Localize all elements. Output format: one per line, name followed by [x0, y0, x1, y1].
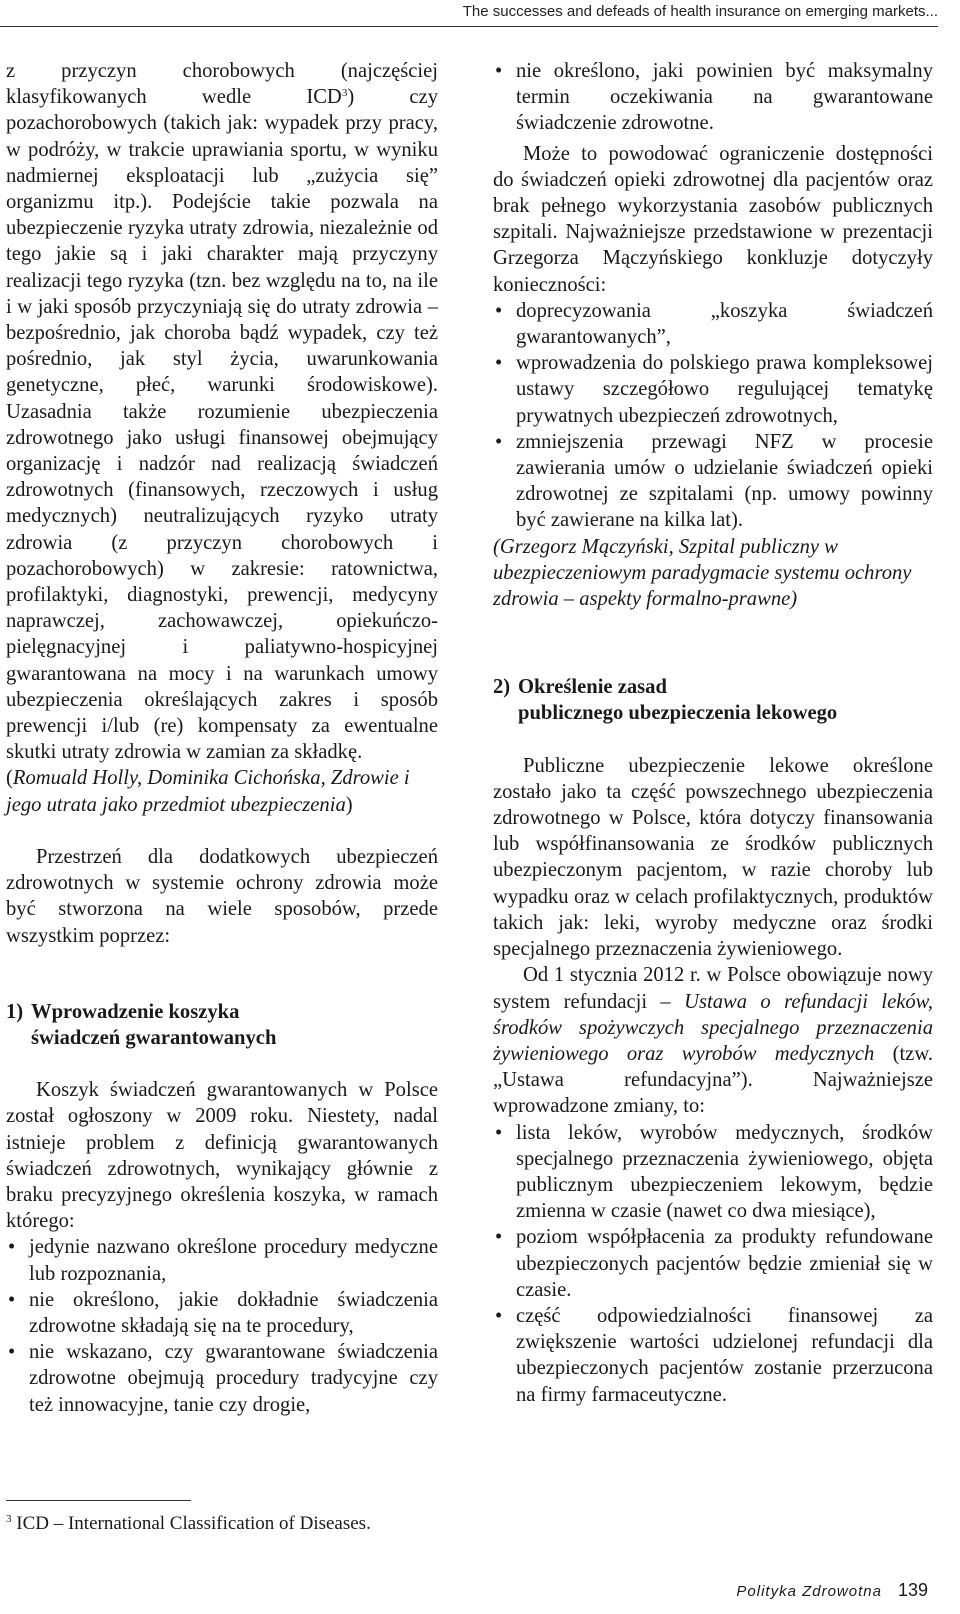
- running-header: The successes and defeads of health insurance on emerging markets...: [462, 3, 938, 20]
- paragraph-text: (tzw. „Ustawa refundacyjna”). Najważniejsze wprowadzone zmiany, to:: [493, 1042, 933, 1118]
- page-footer: [736, 1580, 928, 1601]
- footnote: [6, 1512, 371, 1536]
- bullet-list: [493, 1120, 933, 1408]
- list-item: • jedynie nazwano określone procedury medyczne lub rozpoznania,: [6, 1234, 438, 1286]
- footnote-ref: 3: [341, 87, 348, 100]
- paragraph: [493, 962, 933, 1119]
- footnote-mark: 3: [6, 1513, 12, 1525]
- paragraph-text: Od 1 stycznia 2012 r. w Polsce obowiązuje nowy system refundacji –: [493, 964, 933, 1013]
- citation: [6, 765, 438, 817]
- heading-line: Określenie zasad: [518, 676, 667, 699]
- citation-text: (Grzegorz Mączyński, Szpital publiczny w ubezpieczeniowym paradygmacie systemu ochrony zdrowia – aspekty formalno-prawne): [493, 535, 912, 611]
- paragraph-text: ) czy pozachorobowych (takich jak: wypadek przy pracy, w podróży, w trakcie uprawiania sportu, w wyniku nadmiernej eksploatacji lub „zużycia się” organizmu itp.). Podejście takie pozwala na ubezpieczenie ryzyka utraty zdrowia, niezależnie od tego jakie są i jaki charakter mają przyczyny realizacji tego ryzyka (tzn. bez względu na to, na ile i w jaki sposób przyczyniają się do utraty zdrowia – bezpośrednio, jak choroba bądź wypadek, czy też pośrednio, jak styl życia, uwarunkowania genetyczne, płeć, warunki środowiskowe). Uzasadnia także rozumienie ubezpieczenia zdrowotnego jako usługi finansowej obejmujący organizację i nadzór nad realizacją świadczeń zdrowotnych (finansowych, rzeczowych i usług medycznych) neutralizujących ryzyko utraty zdrowia (z przyczyn chorobowych i pozachorobowych) w zakresie: ratownictwa, profilaktyki, diagnostyki, prewencji, medycyny naprawczej, zachowawczej, opiekuńczo-pielęgnacyjnej i paliatywno-hospicyjnej gwarantowana na mocy i na warunkach umowy ubezpieczenia określających zakres i sposób prewencji i/lub (re) kompensaty za ewentualne skutki utraty zdrowia w zamian za składkę.: [6, 86, 438, 764]
- left-column: [6, 58, 438, 1418]
- list-item: • lista leków, wyrobów medycznych, środków specjalnego przeznaczenia żywieniowego, objęta publicznym ubezpieczeniem lekowym, będzie zmienna w czasie (nawet co dwa miesiące),: [493, 1120, 933, 1225]
- list-item: • zmniejszenia przewagi NFZ w procesie zawierania umów o udzielanie świadczeń opieki zdrowotnej ze szpitalami (np. umowy powinny być zawierane na kilka lat).: [493, 429, 933, 534]
- page-number: 139: [897, 1580, 928, 1600]
- list-item: • wprowadzenia do polskiego prawa kompleksowej ustawy szczegółowo regulującej tematykę prywatnych ubezpieczeń zdrowotnych,: [493, 350, 933, 429]
- paragraph: Publiczne ubezpieczenie lekowe określone zostało jako ta część powszechnego ubezpieczenia zdrowotnego w Polsce, która dotyczy finansowania lub współfinansowania ze środków publicznych ubezpieczonym pacjentom, w razie choroby lub wypadku oraz w celach profilaktycznych, produktów takich jak: leki, wyroby medyczne oraz środki specjalnego przeznaczenia żywieniowego.: [493, 754, 933, 961]
- paragraph: Koszyk świadczeń gwarantowanych w Polsce został ogłoszony w 2009 roku. Niestety, nadal istnieje problem z definicją gwarantowanych świadczeń zdrowotnych, wynikający głównie z braku precyzyjnego określenia koszyka, w ramach którego:: [6, 1079, 438, 1233]
- list-item: • doprecyzowania „koszyka świadczeń gwarantowanych”,: [493, 298, 933, 350]
- section-heading-1: [6, 999, 438, 1051]
- list-item: • nie określono, jakie dokładnie świadczenia zdrowotne składają się na te procedury,: [6, 1287, 438, 1339]
- heading-line: publicznego ubezpieczenia lekowego: [518, 702, 838, 725]
- section-heading-2: [493, 674, 933, 726]
- heading-number: 2): [493, 676, 511, 699]
- list-item: • część odpowiedzialności finansowej za zwiększenie wartości udzielonej refundacji dla ubezpieczonych pacjentów zostanie przerzucona na firmy farmaceutyczne.: [493, 1303, 933, 1408]
- list-item: • nie wskazano, czy gwarantowane świadczenia zdrowotne obejmują procedury tradycyjne czy też innowacyjne, tanie czy drogie,: [6, 1339, 438, 1418]
- paren: ): [345, 793, 353, 816]
- bullet-list: [493, 58, 933, 137]
- right-column: [493, 58, 933, 1408]
- citation-text: Romuald Holly, Dominika Cichońska, Zdrowie i jego utrata jako przedmiot ubezpieczenia: [6, 767, 410, 816]
- paragraph: [6, 58, 438, 765]
- list-item: • poziom współpłacenia za produkty refundowane ubezpieczonych pacjentów będzie zmieniał się w czasie.: [493, 1224, 933, 1303]
- paren: (: [6, 767, 13, 790]
- bullet-list: [493, 298, 933, 534]
- heading-line: Wprowadzenie koszyka: [31, 1000, 240, 1023]
- footnote-rule: [6, 1500, 191, 1501]
- heading-number: 1): [6, 1000, 24, 1023]
- citation: [493, 534, 933, 613]
- paragraph: Może to powodować ograniczenie dostępności do świadczeń opieki zdrowotnej dla pacjentów oraz brak pełnego wykorzystania zasobów publicznych szpitali. Najważniejsze przedstawione w prezentacji Grzegorza Mączyńskiego konkluzje dotyczyły konieczności:: [493, 142, 933, 296]
- list-item: • nie określono, jaki powinien być maksymalny termin oczekiwania na gwarantowane świadczenie zdrowotne.: [493, 58, 933, 137]
- heading-line: świadczeń gwarantowanych: [31, 1026, 277, 1049]
- header-rule: [0, 26, 938, 27]
- paragraph: Przestrzeń dla dodatkowych ubezpieczeń zdrowotnych w systemie ochrony zdrowia może być stworzona na wiele sposobów, przede wszystkim poprzez:: [6, 845, 438, 947]
- bullet-list: [6, 1234, 438, 1417]
- paragraph-text: z przyczyn chorobowych (najczęściej klasyfikowanych wedle ICD: [6, 60, 438, 109]
- footnote-text: ICD – International Classification of Diseases.: [11, 1513, 371, 1534]
- law-title: Ustawa o refundacji leków, środków spożywczych specjalnego przeznaczenia żywieniowego oraz wyrobów medycznych: [493, 990, 934, 1065]
- journal-name: Polityka Zdrowotna: [736, 1583, 882, 1600]
